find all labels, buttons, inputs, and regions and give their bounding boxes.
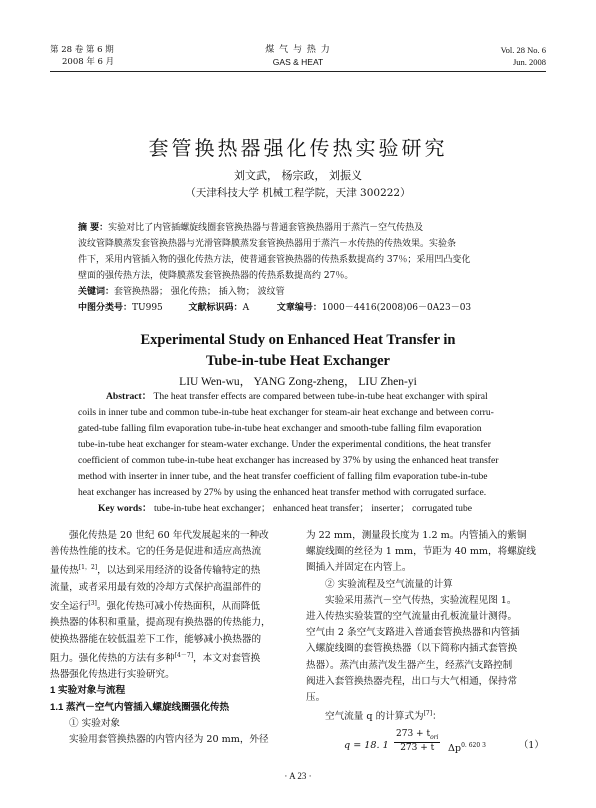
cn-abstract-line: 壁面的强传热方法，使降膜蒸发套管换热器的传热系数提高约 27％。 bbox=[78, 271, 354, 281]
header-date-en: Jun. 2008 bbox=[512, 57, 546, 67]
equation-denominator: 273 + t bbox=[400, 743, 435, 754]
en-abstract-label: Abstract： bbox=[106, 391, 152, 402]
en-title-line2: Tube-in-tube Heat Exchanger bbox=[206, 353, 390, 369]
body-line: 强化传热是 20 世纪 60 年代发展起来的一种改 bbox=[69, 530, 269, 541]
en-abstract-line: gated-tube falling film evaporation tube-in-tube heat exchanger and smooth-tube falling film evaporation bbox=[78, 423, 482, 434]
equation-exponent: 0. 620 3 bbox=[461, 741, 486, 749]
body-line: 流量，或者采用最有效的冷却方式保护高温部件的 bbox=[50, 581, 262, 593]
equation-numerator-sub: ori bbox=[430, 733, 439, 741]
equation-fraction bbox=[394, 729, 440, 755]
body-line: ，本文对套管换 bbox=[193, 652, 261, 664]
body-line: 热器强化传热进行实验研究。 bbox=[50, 669, 175, 681]
en-abstract-line: heat exchanger has increased by 27% by using the enhanced heat transfer method with corrugated surface. bbox=[78, 487, 487, 498]
body-line: 量传热 bbox=[50, 565, 79, 577]
en-abstract-line: The heat transfer effects are compared between tube-in-tube heat exchanger with spiral bbox=[153, 391, 488, 402]
body-right-column bbox=[306, 528, 546, 760]
body-line: 实验用套管换热器的内管内径为 20 mm，外径 bbox=[69, 734, 269, 745]
equation-1 bbox=[306, 728, 546, 760]
body-line: 实验采用蒸汽－空气传热，实验流程见图 1。 bbox=[325, 594, 517, 606]
cn-title: 套管换热器强化传热实验研究 bbox=[148, 136, 448, 160]
body-line: 换热器的体积和重量，提高现有换热器的传热能力， bbox=[50, 617, 271, 629]
citation: [4－7] bbox=[174, 651, 194, 659]
body-line: 圈插入并固定在内管上。 bbox=[306, 562, 412, 574]
journal-en: GAS & HEAT bbox=[272, 57, 324, 67]
en-abstract-line: method with inserter in inner tube, and the heat transfer coefficient of falling film evaporation tube-in-tube bbox=[78, 471, 488, 482]
doc-code-value: A bbox=[242, 303, 250, 313]
equation-rhs-wrap bbox=[448, 738, 486, 757]
header-date: 2008 年 6 月 bbox=[62, 57, 115, 67]
body-line: 善传热性能的技术。它的任务是促进和适应高热流 bbox=[50, 546, 262, 558]
body-left-column bbox=[50, 528, 290, 748]
en-abstract-line: tube-in-tube heat exchanger for steam-water exchange. Under the experimental conditions, the heat transfer bbox=[78, 439, 491, 450]
section-heading: 1 实验对象与流程 bbox=[50, 685, 126, 697]
article-no-label: 文章编号： bbox=[276, 303, 322, 313]
cn-abstract-line: 波纹管降膜蒸发套管换热器与光滑管降膜蒸发套管换热器用于蒸汽－水传热的传热效果。实验条 bbox=[78, 239, 457, 249]
en-abstract-line: coils in inner tube and common tube-in-tube heat exchanger for steam-air heat exchange and between corru- bbox=[78, 407, 494, 418]
clc-value: TU995 bbox=[132, 303, 163, 313]
body-line: 空气流量 q 的计算式为 bbox=[325, 711, 424, 723]
en-keywords-label: Key words： bbox=[98, 503, 152, 514]
body-line: 螺旋线圈的丝径为 1 mm，节距为 40 mm，将螺旋线 bbox=[306, 546, 536, 558]
article-no-value: 1000－4416(2008)06－0A23－03 bbox=[321, 303, 472, 313]
body-line: 使换热器能在较低温差下工作，能够减小换热器的 bbox=[50, 633, 262, 645]
cn-abstract-line: 实验对比了内管插螺旋线圈套管换热器与普通套管换热器用于蒸汽－空气传热及 bbox=[108, 223, 424, 233]
header-rule bbox=[50, 71, 546, 72]
cn-affiliation: （天津科技大学 机械工程学院，天津 300222） bbox=[185, 187, 411, 199]
cn-authors: 刘文武， 杨宗政， 刘振义 bbox=[234, 169, 362, 182]
body-line: 热器）。蒸汽由蒸汽发生器产生，经蒸汽支路控制 bbox=[306, 659, 513, 671]
body-line: ： bbox=[432, 711, 442, 723]
header-vol-en: Vol. 28 No. 6 bbox=[500, 45, 546, 55]
body-line: ，以达到采用经济的设备传输特定的热 bbox=[97, 565, 261, 577]
body-line: 进入传热实验装置的空气流量由孔板流量计测得。 bbox=[306, 611, 518, 623]
body-line: 阻力。强化传热的方法有多种 bbox=[50, 652, 175, 664]
doc-code-label: 文献标识码： bbox=[188, 303, 243, 313]
en-abstract-line: coefficient of common tube-in-tube heat exchanger has increased by 37% by using the enhanced heat transfer bbox=[78, 455, 499, 466]
body-line: 空气由 2 条空气支路进入普通套管换热器和内管插 bbox=[306, 627, 520, 639]
citation: [3] bbox=[88, 600, 97, 607]
cn-keywords: 套管换热器； 强化传热； 插入物； 波纹管 bbox=[114, 287, 285, 297]
body-line: 安全运行 bbox=[50, 601, 89, 613]
body-line: 阀进入套管换热器壳程，出口与大气相通，保持常 bbox=[306, 675, 518, 687]
en-title-line1: Experimental Study on Enhanced Heat Transfer in bbox=[140, 332, 456, 348]
citation: [7] bbox=[423, 710, 433, 718]
equation-numerator: 273 + t bbox=[396, 728, 431, 739]
sub-item-heading: ① 实验对象 bbox=[69, 717, 121, 729]
journal-cn: 煤 气 与 热 力 bbox=[265, 45, 331, 55]
header-volume: 第 28 卷 第 6 期 bbox=[50, 45, 114, 55]
clc-label: 中图分类号： bbox=[78, 303, 133, 313]
body-line: 压。 bbox=[306, 692, 326, 704]
citation: [1，2] bbox=[78, 564, 98, 572]
cn-keywords-label: 关键词： bbox=[78, 287, 115, 297]
cn-abstract-line: 件下，采用内管插入物的强化传热方法，使普通套管换热器的传热系数提高约 37％；采用凹凸变化 bbox=[78, 255, 471, 265]
body-line: 为 22 mm，测量段长度为 1.2 m。内管插入的紫铜 bbox=[306, 530, 527, 541]
en-abstract bbox=[78, 389, 518, 517]
cn-abstract bbox=[78, 220, 518, 316]
sub-item-heading: ② 实验流程及空气流量的计算 bbox=[325, 578, 453, 590]
equation-lhs: q = 18. 1 bbox=[344, 739, 389, 751]
body-line: 。强化传热可减小传热面积，从而降低 bbox=[96, 601, 260, 613]
en-authors: LIU Wen-wu， YANG Zong-zheng， LIU Zhen-yi bbox=[179, 376, 417, 388]
subsection-heading: 1.1 蒸汽－空气内管插入螺旋线圈强化传热 bbox=[50, 701, 230, 713]
page-number: · A 23 · bbox=[284, 771, 312, 781]
equation-number: （1） bbox=[518, 739, 544, 751]
equation-rhs: Δp bbox=[448, 742, 462, 754]
cn-abstract-label: 摘 要： bbox=[78, 223, 109, 233]
en-keywords: tube-in-tube heat exchanger； enhanced heat transfer； inserter； corrugated tube bbox=[153, 503, 473, 514]
body-line: 入螺旋线圈的套管换热器（以下简称内插式套管换 bbox=[306, 643, 518, 655]
